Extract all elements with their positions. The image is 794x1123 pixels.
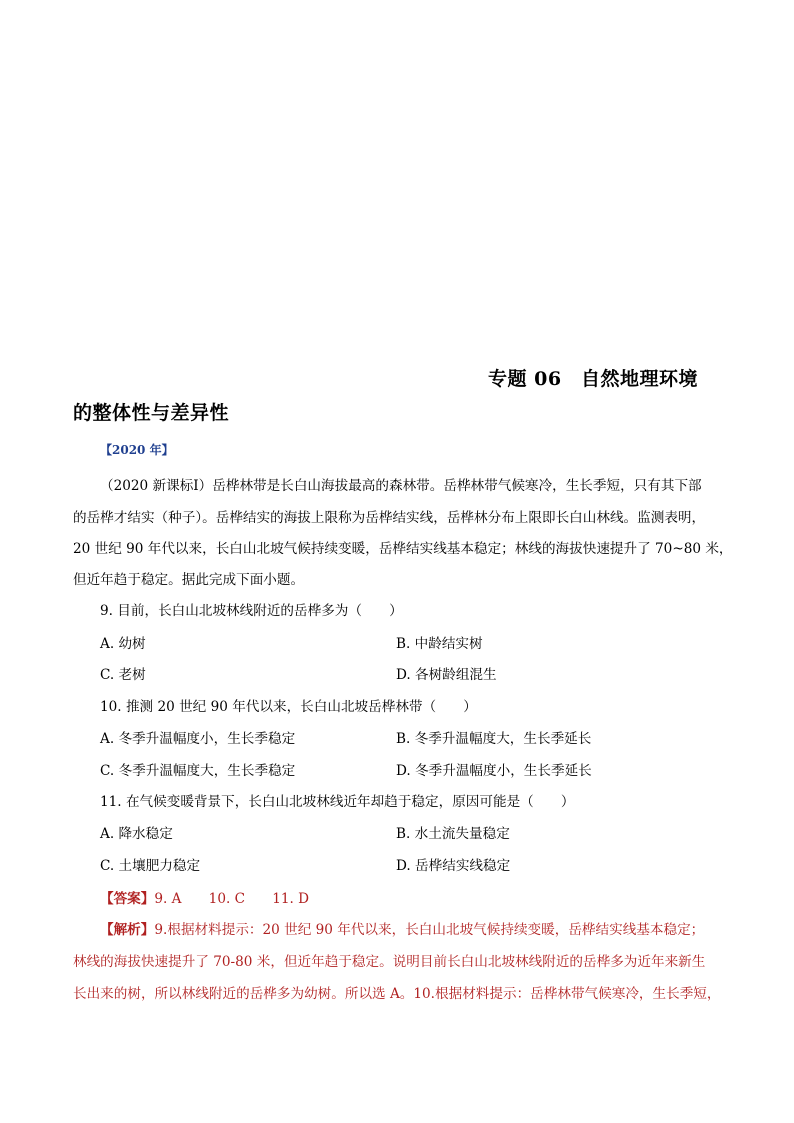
analysis-text-1: 9.根据材料提示：20 世纪 90 年代以来，长白山北坡气候持续变暖，岳桦结实线基本稳定；	[154, 922, 705, 938]
question-stem: 9. 目前，长白山北坡林线附近的岳桦多为（ ）	[100, 603, 403, 619]
page-title-line-2: 的整体性与差异性	[73, 402, 230, 424]
option-c: C. 冬季升温幅度大，生长季稳定	[100, 763, 296, 779]
option-c: C. 老树	[100, 667, 146, 683]
option-a: A. 幼树	[100, 636, 146, 652]
option-d: D. 冬季升温幅度小，生长季延长	[396, 763, 592, 779]
answer-line	[100, 887, 309, 907]
year-tag: 【2020 年】	[100, 443, 174, 457]
question-stem: 11. 在气候变暖背景下，长白山北坡林线近年却趋于稳定，原因可能是（ ）	[100, 794, 575, 810]
passage-line: 但近年趋于稳定。据此完成下面小题。	[73, 572, 305, 588]
passage-line: （2020 新课标Ⅰ）岳桦林带是长白山海拔最高的森林带。岳桦林带气候寒冷，生长季短，只有其下部	[100, 478, 702, 494]
analysis-tag: 【解析】	[100, 922, 155, 938]
answer-tag: 【答案】	[100, 891, 155, 907]
passage-line: 的岳桦才结实（种子）。岳桦结实的海拔上限称为岳桦结实线，岳桦林分布上限即长白山林线。监测表明，	[73, 510, 706, 526]
question-stem: 10. 推测 20 世纪 90 年代以来，长白山北坡岳桦林带（ ）	[100, 699, 477, 715]
option-a: A. 降水稳定	[100, 826, 173, 842]
option-b: B. 冬季升温幅度大，生长季延长	[396, 731, 592, 747]
analysis-line	[100, 918, 704, 938]
option-d: D. 岳桦结实线稳定	[396, 858, 511, 874]
option-c: C. 土壤肥力稳定	[100, 858, 201, 874]
analysis-line: 林线的海拔快速提升了 70-80 米，但近年趋于稳定。说明目前长白山北坡林线附近的岳桦多为近年来新生	[73, 954, 706, 970]
passage-line: 20 世纪 90 年代以来，长白山北坡气候持续变暖，岳桦结实线基本稳定；林线的海拔快速提升了 70~80 米，	[73, 541, 733, 557]
option-a: A. 冬季升温幅度小，生长季稳定	[100, 731, 296, 747]
option-d: D. 各树龄组混生	[396, 667, 497, 683]
option-b: B. 水土流失量稳定	[396, 826, 510, 842]
option-b: B. 中龄结实树	[396, 636, 483, 652]
answer-text: 9. A 10. C 11. D	[154, 891, 310, 907]
page-title-line-1: 专题 06 自然地理环境	[488, 368, 699, 390]
analysis-line: 长出来的树，所以林线附近的岳桦多为幼树。所以选 A。10.根据材料提示：岳桦林带气候寒冷，生长季短，	[73, 986, 721, 1002]
